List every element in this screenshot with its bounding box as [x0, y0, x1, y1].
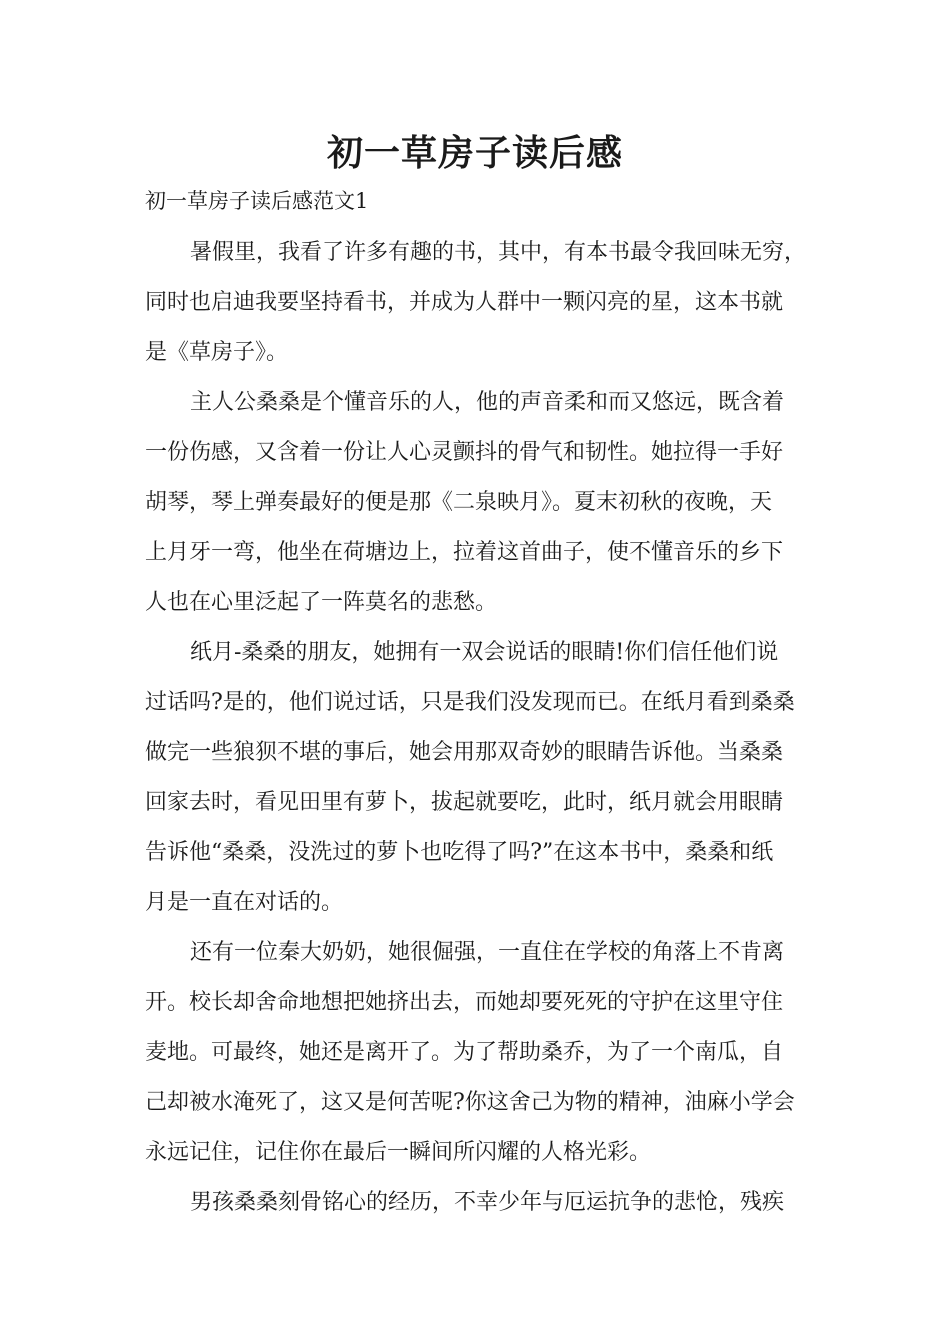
text-line: 己却被水淹死了，这又是何苦呢?你这舍己为物的精神，油麻小学会	[145, 1090, 795, 1115]
text-line: 是《草房子》。	[145, 340, 289, 365]
text-line: 一份伤感，又含着一份让人心灵颤抖的骨气和韧性。她拉得一手好	[145, 440, 784, 465]
text-line: 同时也启迪我要坚持看书，并成为人群中一颗闪亮的星，这本书就	[145, 290, 784, 315]
text-line: 胡琴，琴上弹奏最好的便是那《二泉映月》。夏末初秋的夜晚，天	[145, 490, 773, 515]
text-line: 人也在心里泛起了一阵莫名的悲愁。	[145, 590, 498, 615]
text-line: 还有一位秦大奶奶，她很倔强，一直住在学校的角落上不肯离	[190, 940, 785, 965]
text-line: 做完一些狼狈不堪的事后，她会用那双奇妙的眼睛告诉他。当桑桑	[145, 740, 784, 765]
text-line: 永远记住，记住你在最后一瞬间所闪耀的人格光彩。	[145, 1140, 652, 1165]
text-line: 男孩桑桑刻骨铭心的经历，不幸少年与厄运抗争的悲怆，残疾	[190, 1190, 785, 1215]
text-line: 过话吗?是的，他们说过话，只是我们没发现而已。在纸月看到桑桑	[145, 690, 795, 715]
document-title: 初一草房子读后感	[326, 132, 623, 174]
text-line: 开。校长却舍命地想把她挤出去，而她却要死死的守护在这里守住	[145, 990, 784, 1015]
paragraph	[145, 378, 813, 628]
paragraph	[145, 1178, 813, 1228]
paragraph	[145, 228, 813, 378]
paragraph	[145, 928, 813, 1178]
text-line: 上月牙一弯，他坐在荷塘边上，拉着这首曲子，使不懂音乐的乡下	[145, 540, 784, 565]
document-subtitle: 初一草房子读后感范文1	[145, 189, 369, 213]
text-line: 回家去时，看见田里有萝卜，拔起就要吃，此时，纸月就会用眼睛	[145, 790, 784, 815]
text-line: 月是一直在对话的。	[145, 890, 344, 915]
document-body	[145, 228, 813, 1228]
text-line: 暑假里，我看了许多有趣的书，其中，有本书最令我回味无穷，	[190, 240, 807, 265]
text-line: 纸月-桑桑的朋友，她拥有一双会说话的眼睛!你们信任他们说	[190, 640, 779, 665]
text-line: 麦地。可最终，她还是离开了。为了帮助桑乔，为了一个南瓜，自	[145, 1040, 784, 1065]
paragraph	[145, 628, 813, 928]
text-line: 主人公桑桑是个懂音乐的人，他的声音柔和而又悠远，既含着	[190, 390, 785, 415]
text-line: 告诉他“桑桑，没洗过的萝卜也吃得了吗?”在这本书中，桑桑和纸	[145, 840, 774, 865]
